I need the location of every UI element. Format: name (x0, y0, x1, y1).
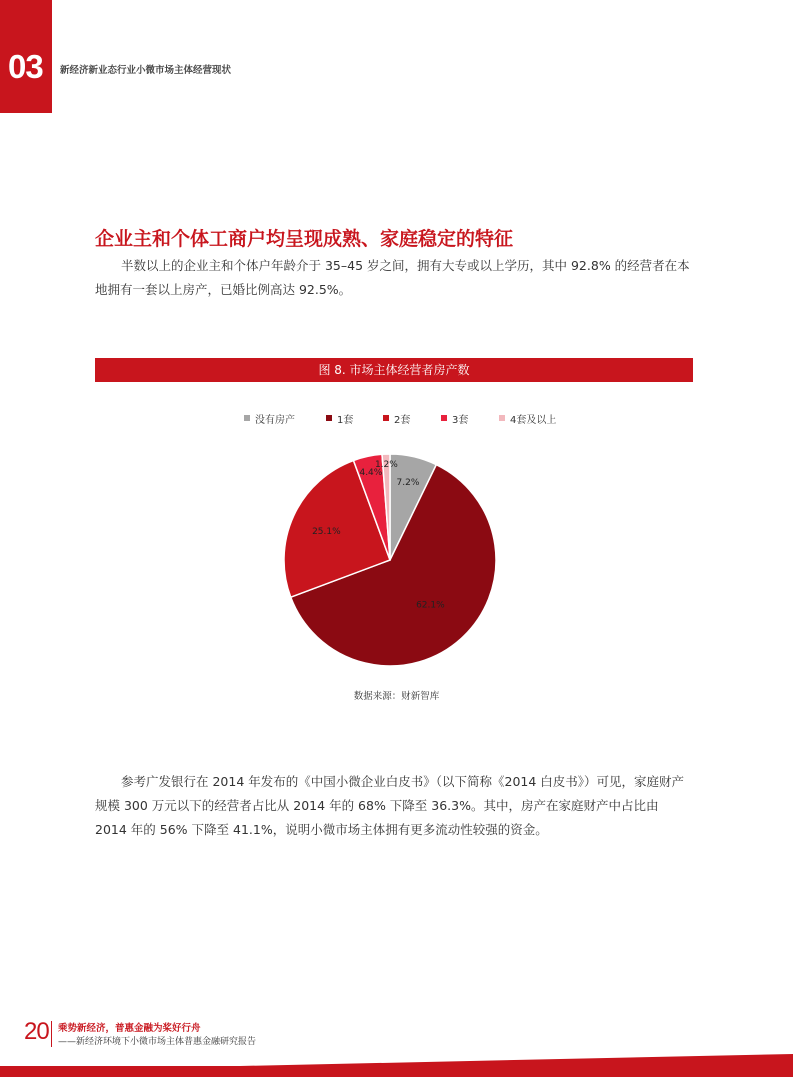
data-source: 数据来源：财新智库 (353, 691, 440, 702)
legend-swatch (383, 415, 389, 421)
pie-data-label: 7.2% (396, 478, 420, 489)
footer-accent-wedge (240, 1054, 793, 1066)
footer-report-title: ——新经济环境下小微市场主体普惠金融研究报告 (58, 1037, 257, 1047)
paragraph-reference-text: 参考广发银行在 2014 年发布的《中国小微企业白皮书》（以下简称《2014 白皮书》）可见，家庭财产规模 300 万元以下的经营者占比从 2014 年的 68% 下降至 36.3%。其中，房产在家庭财产中占比由 2014 年的 56% 下降至 41.1%，说明小微市场主体拥有更多流动性较强的资金。 (95, 774, 685, 837)
legend-label: 1套 (337, 414, 354, 426)
legend-label: 2套 (394, 414, 411, 426)
legend-swatch (326, 415, 332, 421)
legend-item (383, 410, 410, 426)
chapter-title: 新经济新业态行业小微市场主体经营现状 (60, 65, 232, 76)
figure-title: 图 8. 市场主体经营者房产数 (95, 358, 693, 382)
legend-item (441, 410, 468, 426)
footer-slogan: 乘势新经济，普惠金融为桨好行舟 (58, 1023, 201, 1034)
pie-data-label: 62.1% (416, 600, 445, 611)
legend-item (326, 410, 353, 426)
chapter-marker (0, 0, 52, 113)
footer-divider (51, 1021, 52, 1047)
pie-data-label: 4.4% (359, 468, 383, 479)
pie-data-label: 1.2% (374, 460, 398, 471)
legend-item (244, 410, 295, 426)
pie-chart (270, 440, 510, 680)
paragraph-reference (95, 770, 693, 842)
chart-legend (0, 410, 793, 426)
legend-label: 没有房产 (255, 414, 295, 426)
page-number: 20 (24, 1018, 49, 1045)
chapter-number: 03 (8, 48, 43, 85)
section-heading: 企业主和个体工商户均呈现成熟、家庭稳定的特征 (95, 228, 514, 250)
legend-item (499, 410, 556, 426)
pie-data-label: 25.1% (312, 526, 341, 537)
legend-swatch (499, 415, 505, 421)
footer-bar (0, 1066, 793, 1077)
legend-swatch (441, 415, 447, 421)
paragraph-intro (95, 254, 693, 302)
paragraph-intro-text: 半数以上的企业主和个体户年龄介于 35–45 岁之间，拥有大专或以上学历，其中 92.8% 的经营者在本地拥有一套以上房产，已婚比例高达 92.5%。 (95, 258, 690, 297)
legend-swatch (244, 415, 250, 421)
legend-label: 3套 (452, 414, 469, 426)
legend-label: 4套及以上 (510, 414, 557, 426)
